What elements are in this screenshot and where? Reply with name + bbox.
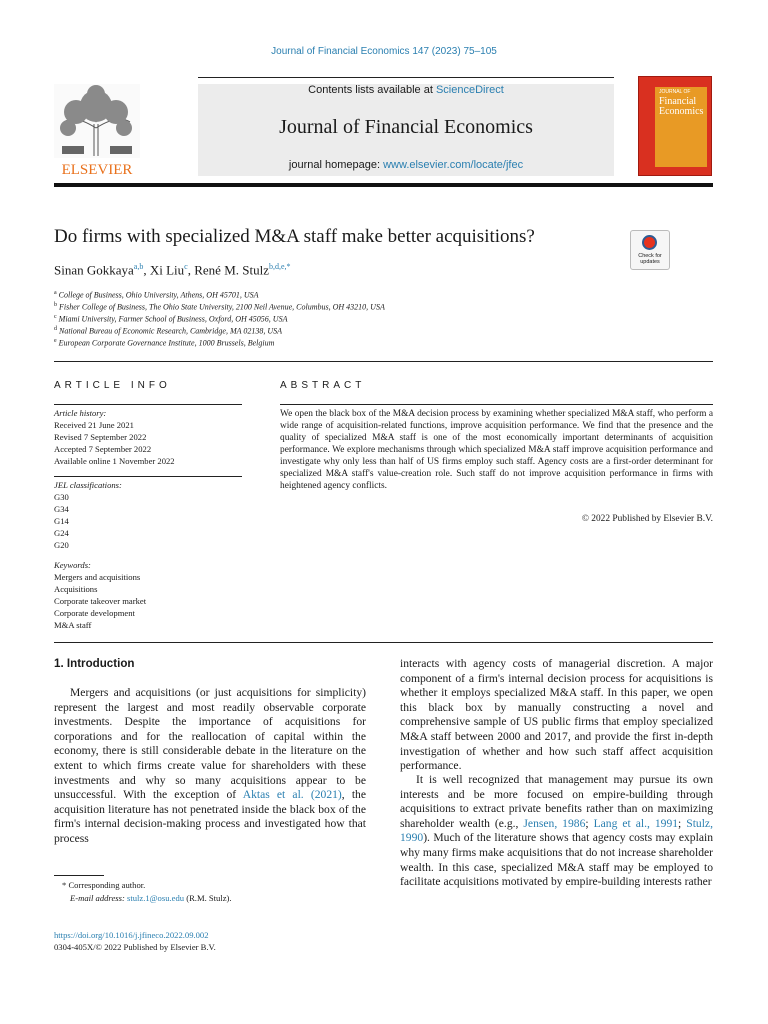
author-name[interactable]: René M. Stulz [194,262,269,278]
jel-code: G24 [54,528,69,538]
corresponding-author-note: * Corresponding author. [62,880,146,890]
introduction-heading: 1. Introduction [54,657,135,670]
journal-title: Journal of Financial Economics [279,116,533,138]
email-label: E-mail address: [70,892,127,903]
keyword: Corporate development [54,608,135,618]
jel-code: G30 [54,492,69,502]
article-info-heading: ARTICLE INFO [54,380,171,391]
homepage-link[interactable]: www.elsevier.com/locate/jfec [383,159,524,171]
author-list: Sinan Gokkaya$^{a,b}$, Xi Liu$^c$, René M. Stulz$^{b,d,e,*}$ [54,262,291,278]
jel-code: G20 [54,540,69,550]
abstract-heading: ABSTRACT [280,380,366,391]
check-for-updates-button[interactable] [630,230,670,270]
affiliation-text: College of Business, Ohio University, Athens, OH 45701, USA [58,290,259,300]
intro-left-paragraph [54,686,366,847]
footnote [62,879,362,904]
cover-title-line2: Economics [659,106,704,117]
article-info-rule [54,476,242,477]
intro-text: It is well recognized that management may pursue its own interests and be more focused on empire-building through acquisitions to extract private benefits rather than on maximizing shareholder wealth (e.g., [400,773,713,830]
homepage-prefix: journal homepage: [288,159,384,171]
intro-text: Mergers and acquisitions (or just acquisitions for simplicity) represent the largest and most readily observable corporate investments. Despite the importance of acquisitions for corporations and for the reallocation of capital within the economy, there is still considerable debate in the literature on the extent to which firms create value for shareholders with these investments and why so many acquisitions appear to be unsuccessful. With the exception of [54,686,366,802]
keyword: M&A staff [54,620,92,630]
affiliation-mark: a [54,290,57,296]
affiliation-text: European Corporate Governance Institute, 1000 Brussels, Belgium [58,338,275,348]
affiliation-text: Miami University, Farmer School of Business, Oxford, OH 45056, USA [58,314,288,324]
affiliation [54,326,282,336]
issn-copyright: 0304-405X/© 2022 Published by Elsevier B.V. [54,942,216,952]
journal-cover-image [638,76,712,176]
citation-link[interactable]: Jensen, 1986 [523,816,586,830]
elsevier-logo [54,84,140,178]
history-item: Received 21 June 2021 [54,420,134,430]
affiliation [54,314,287,324]
footnote-rule [54,875,104,876]
article-history [54,407,242,467]
section-divider [54,361,713,362]
affiliation [54,290,259,300]
contents-prefix: Contents lists available at [308,84,436,96]
email-suffix: (R.M. Stulz). [184,892,232,903]
affiliation [54,338,274,348]
affiliation-text: Fisher College of Business, The Ohio State University, 2100 Neil Avenue, Columbus, OH 43210, USA [59,302,385,312]
intro-text: ). Much of the literature shows that agency costs may explain why many firms make acquisitions that do not increase shareholder wealth. In this case, specialized M&A staff may be employed to facilitate acquisitions motivated by empire-building interests rather [400,831,713,889]
author-affil-marks[interactable]: c [184,262,188,271]
elsevier-wordmark: ELSEVIER [61,162,133,178]
affiliation [54,302,385,312]
abstract-copyright: © 2022 Published by Elsevier B.V. [581,514,713,524]
section-divider [54,642,713,643]
abstract-rule [280,404,713,405]
cover-title [659,97,703,117]
jel-classifications [54,479,242,551]
citation-separator: ; [585,816,594,830]
contents-line [198,84,614,96]
history-label: Article history: [54,408,107,418]
bookmark-icon [642,235,657,250]
citation-separator: ; [678,816,687,830]
header-thick-rule [54,183,713,187]
history-item: Available online 1 November 2022 [54,456,175,466]
citation-link[interactable]: Stulz, 1990 [400,816,713,845]
intro-right-paragraph: interacts with agency costs of managerial discretion. A major component of a firm's internal decision process for acquisitions is whether it employs specialized M&A staff. In this paper, we open this black box by manually constructing a novel and comprehensive sample of US public firms that employ specialized M&A staff between 2000 and 2017, and provide the first in-depth investigation of whether and how such staff affect acquisition performance. [400,657,713,773]
citation-link[interactable]: Lang et al., 1991 [593,816,679,830]
keyword: Corporate takeover market [54,596,147,606]
author-affil-marks[interactable]: b,d,e,* [268,262,291,271]
paper-title: Do firms with specialized M&A staff make better acquisitions? [54,226,535,247]
jel-code: G34 [54,504,69,514]
check-for-updates-label: Check for updates [638,253,662,265]
doi-link[interactable]: https://doi.org/10.1016/j.jfineco.2022.09.002 [54,930,209,940]
history-item: Revised 7 September 2022 [54,432,147,442]
cover-top-text: JOURNAL OF [659,89,691,95]
history-item: Accepted 7 September 2022 [54,444,152,454]
affiliation-text: National Bureau of Economic Research, Cambridge, MA 02138, USA [59,326,283,336]
header-top-rule [198,77,614,78]
journal-citation[interactable]: Journal of Financial Economics 147 (2023) 75–105 [271,46,497,57]
jel-code: G14 [54,516,69,526]
affiliation-mark: c [54,314,57,320]
keyword: Mergers and acquisitions [54,572,141,582]
keywords [54,559,242,631]
jel-label: JEL classifications: [54,480,122,490]
affiliation-mark: d [54,326,57,332]
intro-right-paragraph [400,773,713,890]
keywords-label: Keywords: [54,560,91,570]
affiliation-mark: e [54,338,57,344]
keyword: Acquisitions [54,584,98,594]
sciencedirect-link[interactable]: ScienceDirect [435,84,504,96]
journal-homepage [198,159,614,171]
cover-title-line1: Financial [659,96,697,107]
author-name[interactable]: Xi Liu [149,262,185,278]
author-name[interactable]: Sinan Gokkaya [54,262,134,278]
intro-text: , the acquisition literature has not penetrated inside the black box of the firm's internal decision-making process and investigated how that process [54,788,367,845]
affiliation-mark: b [54,302,57,308]
email-link[interactable]: stulz.1@osu.edu [126,892,185,903]
article-info-rule [54,404,242,405]
citation-link[interactable]: Aktas et al. (2021) [242,788,342,802]
author-affil-marks[interactable]: a,b [133,262,144,271]
abstract-text: We open the black box of the M&A decision process by examining whether specialized M&A staff, who perform a wide range of acquisition-related functions, improve acquisition performance. We find that the presence and the quality of specialized M&A staff is one of the most economically important determinants of acquisition performance. We explore mechanisms through which specialized M&A staff improve acquisition performance and investigate why only less than half of US firms employ such staff. Agency costs are a first-order determinant for specialized M&A staff's value-creation role. Such staff do not improve acquisition performance in firms with heightened agency conflicts. [280,409,713,491]
